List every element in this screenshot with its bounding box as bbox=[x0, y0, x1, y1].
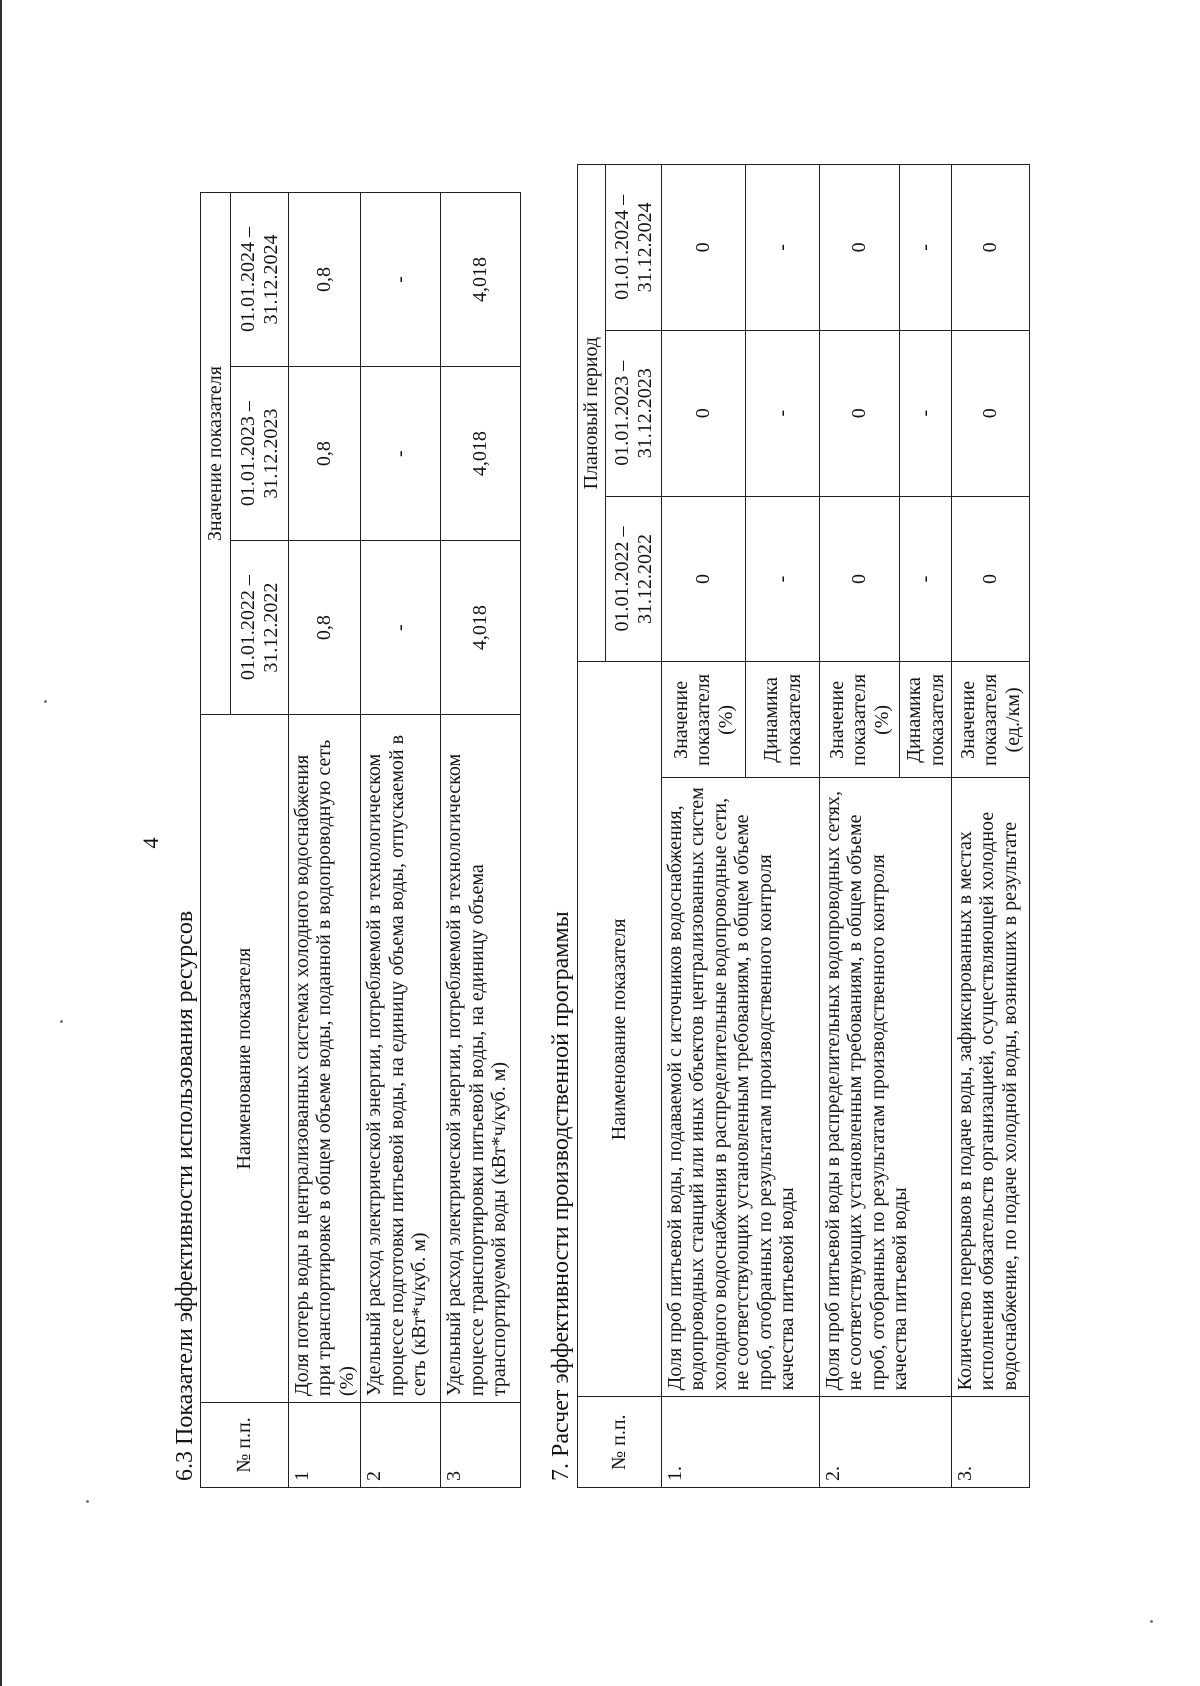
row-name: Доля проб питьевой воды в распределительных водопроводных сетях, не соответствующих установленным требованиям, в общем объеме проб, отобранных по результатам производственного контроля качества питьевой воды bbox=[820, 778, 952, 1397]
header-values: Значение показателя bbox=[201, 193, 231, 715]
row-value: 0,8 bbox=[289, 367, 361, 541]
row-value: 0 bbox=[952, 165, 1030, 331]
row-value: 0 bbox=[952, 496, 1030, 662]
row-value: - bbox=[900, 165, 952, 331]
sub-label: Динамика показателя bbox=[900, 662, 952, 778]
row-value: 4,018 bbox=[441, 541, 521, 715]
table-row bbox=[289, 193, 361, 1488]
production-program-table bbox=[577, 164, 1030, 1488]
header-plan: Плановый период bbox=[578, 165, 606, 662]
section-7-title: 7. Расчет эффективности производственной программы bbox=[548, 911, 574, 1481]
row-value: 0 bbox=[662, 330, 746, 496]
table-row bbox=[361, 193, 441, 1488]
row-value: 0 bbox=[820, 496, 900, 662]
table-row bbox=[820, 165, 900, 1488]
row-value: - bbox=[746, 496, 820, 662]
section-6-3-title: 6.3 Показатели эффективности использования ресурсов bbox=[172, 910, 198, 1481]
row-value: 4,018 bbox=[441, 193, 521, 367]
header-period: 01.01.2024 – 31.12.2024 bbox=[606, 165, 662, 331]
row-value: - bbox=[746, 165, 820, 331]
sub-label: Значение показателя (%) bbox=[662, 662, 746, 778]
row-num: 1 bbox=[289, 1403, 361, 1488]
row-num: 2 bbox=[361, 1403, 441, 1488]
row-num: 2. bbox=[820, 1397, 952, 1488]
row-name: Доля потерь воды в централизованных системах холодного водоснабжения при транспортировке в общем объеме воды, поданной в водопроводную сеть (%) bbox=[289, 715, 361, 1403]
row-value: 0 bbox=[662, 496, 746, 662]
row-name: Удельный расход электрической энергии, потребляемой в технологическом процессе транспортировки питьевой воды, на единицу объема транспортируемой воды (кВт*ч/куб. м) bbox=[441, 715, 521, 1403]
header-period: 01.01.2022 – 31.12.2022 bbox=[231, 541, 289, 715]
row-value: - bbox=[361, 541, 441, 715]
sub-label: Динамика показателя bbox=[746, 662, 820, 778]
row-value: 4,018 bbox=[441, 367, 521, 541]
sub-label: Значение показателя (ед./км) bbox=[952, 662, 1030, 778]
header-period: 01.01.2024 – 31.12.2024 bbox=[231, 193, 289, 367]
table-row bbox=[952, 165, 1030, 1488]
header-period: 01.01.2023 – 31.12.2023 bbox=[231, 367, 289, 541]
resource-efficiency-table bbox=[200, 192, 521, 1488]
page-number: 4 bbox=[138, 837, 163, 849]
row-name: Удельный расход электрической энергии, потребляемой в технологическом процессе подготовки питьевой воды, на единицу объема воды, отпускаемой в сеть (кВт*ч/куб. м) bbox=[361, 715, 441, 1403]
row-value: - bbox=[361, 193, 441, 367]
row-value: 0,8 bbox=[289, 193, 361, 367]
table-row bbox=[441, 193, 521, 1488]
row-value: - bbox=[900, 496, 952, 662]
row-value: 0,8 bbox=[289, 541, 361, 715]
header-period: 01.01.2023 – 31.12.2023 bbox=[606, 330, 662, 496]
header-name: Наименование показателя bbox=[578, 662, 662, 1397]
row-value: 0 bbox=[820, 330, 900, 496]
row-num: 1. bbox=[662, 1397, 820, 1488]
row-value: - bbox=[746, 330, 820, 496]
row-num: 3 bbox=[441, 1403, 521, 1488]
row-value: 0 bbox=[820, 165, 900, 331]
row-value: - bbox=[361, 367, 441, 541]
row-value: - bbox=[900, 330, 952, 496]
row-name: Доля проб питьевой воды, подаваемой с источников водоснабжения, водопроводных станций или иных объектов централизованных систем холодного водоснабжения в распределительные водопроводные сети, не соответствующих установленным требованиям, в общем объеме проб, отобранных по результатам производственного контроля качества питьевой воды bbox=[662, 778, 820, 1397]
header-name: Наименование показателя bbox=[201, 715, 289, 1403]
table-row bbox=[662, 165, 746, 1488]
header-period: 01.01.2022 – 31.12.2022 bbox=[606, 496, 662, 662]
row-value: 0 bbox=[662, 165, 746, 331]
row-value: 0 bbox=[952, 330, 1030, 496]
sub-label: Значение показателя (%) bbox=[820, 662, 900, 778]
header-num: № п.п. bbox=[201, 1403, 289, 1488]
row-name: Количество перерывов в подаче воды, зафиксированных в местах исполнения обязательств организацией, осуществляющей холодное водоснабжение, по подаче холодной воды, возникших в результате bbox=[952, 778, 1030, 1397]
row-num: 3. bbox=[952, 1397, 1030, 1488]
header-num: № п.п. bbox=[578, 1397, 662, 1488]
